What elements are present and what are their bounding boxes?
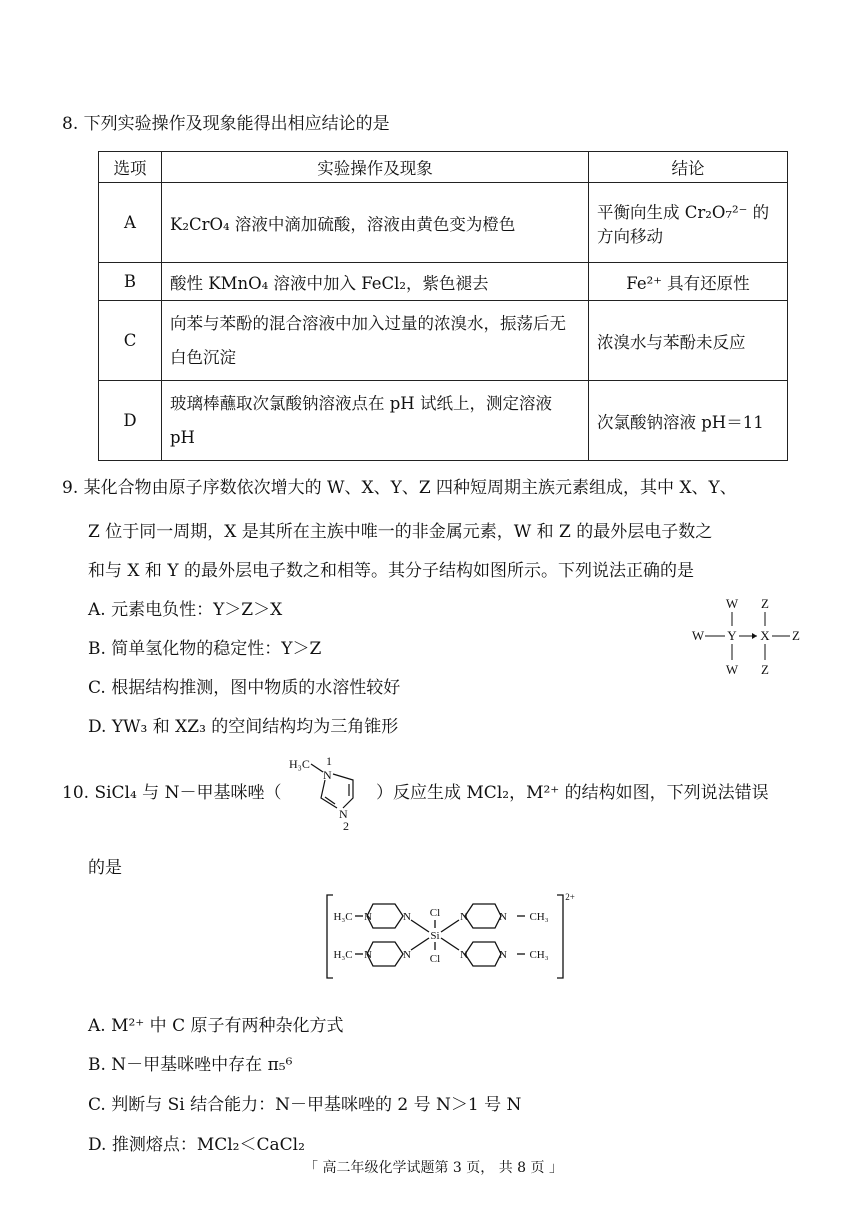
header-conclusion: 结论: [589, 152, 788, 183]
question-9-line-2: Z 位于同一周期，X 是其所在主族中唯一的非金属元素，W 和 Z 的最外层电子数之: [88, 522, 713, 542]
q10-option-c: C. 判断与 Si 结合能力：N－甲基咪唑的 2 号 N＞1 号 N: [88, 1095, 522, 1115]
struct-z-top: Z: [761, 596, 769, 611]
row-operation: 向苯与苯酚的混合溶液中加入过量的浓溴水，振荡后无白色沉淀: [162, 301, 589, 381]
imid-n1-label: N: [323, 768, 332, 782]
row-option: A: [99, 183, 162, 263]
complex-n-7: N: [460, 949, 468, 961]
complex-n-5: N: [364, 949, 372, 961]
imid-one-label: 1: [326, 754, 332, 768]
table-row: [99, 301, 788, 381]
complex-n-4: N: [499, 911, 507, 923]
row-operation: K₂CrO₄ 溶液中滴加硫酸，溶液由黄色变为橙色: [162, 183, 589, 263]
struct-z-bottom: Z: [761, 662, 769, 677]
struct-y-center: Y: [727, 628, 737, 643]
imid-n2-label: N: [339, 807, 348, 821]
q10-option-d: D. 推测熔点：MCl₂＜CaCl₂: [88, 1135, 305, 1155]
complex-ch3-bottom-right: CH₃: [529, 949, 549, 961]
n-methylimidazole-structure: [283, 752, 373, 832]
question-10-line-1-start: 10. SiCl₄ 与 N－甲基咪唑（: [62, 783, 282, 803]
complex-ch3-top-left: H₃C: [333, 911, 353, 923]
complex-ch3-top-right: CH₃: [529, 911, 549, 923]
q9-option-b: B. 简单氢化物的稳定性：Y＞Z: [88, 639, 322, 659]
struct-w-bottom: W: [725, 662, 739, 677]
q10-option-b: B. N－甲基咪唑中存在 π₅⁶: [88, 1055, 293, 1075]
q10-option-a: A. M²⁺ 中 C 原子有两种杂化方式: [88, 1016, 344, 1036]
row-conclusion: 次氯酸钠溶液 pH＝11: [589, 381, 788, 461]
struct-w-top: W: [725, 596, 739, 611]
struct-x-center: X: [760, 628, 770, 643]
row-operation: 玻璃棒蘸取次氯酸钠溶液点在 pH 试纸上，测定溶液 pH: [162, 381, 589, 461]
struct-w-left: W: [691, 628, 705, 643]
complex-n-2: N: [403, 911, 411, 923]
q9-option-a: A. 元素电负性：Y＞Z＞X: [88, 600, 283, 620]
complex-charge: 2+: [565, 892, 575, 902]
struct-z-right: Z: [792, 628, 800, 643]
table-row: [99, 183, 788, 263]
row-conclusion: 浓溴水与苯酚未反应: [589, 301, 788, 381]
page-footer: 「 高二年级化学试题第 3 页， 共 8 页 」: [304, 1160, 563, 1176]
imid-methyl-label: H₃C: [289, 757, 310, 771]
header-operation: 实验操作及现象: [162, 152, 589, 183]
row-conclusion: Fe²⁺ 具有还原性: [589, 263, 788, 301]
m2plus-complex-structure: [323, 890, 573, 985]
experiment-table: [98, 151, 788, 461]
complex-si: Si: [430, 930, 440, 942]
molecule-structure-diagram: [680, 592, 810, 682]
row-option: C: [99, 301, 162, 381]
table-row: [99, 263, 788, 301]
complex-n-8: N: [499, 949, 507, 961]
complex-ch3-bottom-left: H₃C: [333, 949, 353, 961]
complex-cl-bottom: Cl: [429, 953, 441, 965]
header-option: 选项: [99, 152, 162, 183]
row-option: D: [99, 381, 162, 461]
question-10-line-2: 的是: [88, 858, 122, 878]
q9-option-c: C. 根据结构推测，图中物质的水溶性较好: [88, 678, 401, 698]
q9-option-d: D. YW₃ 和 XZ₃ 的空间结构均为三角锥形: [88, 717, 399, 737]
row-option: B: [99, 263, 162, 301]
complex-n-3: N: [460, 911, 468, 923]
imid-two-label: 2: [343, 819, 349, 833]
question-10-line-1-end: ）反应生成 MCl₂，M²⁺ 的结构如图，下列说法错误: [376, 783, 769, 803]
complex-n-1: N: [364, 911, 372, 923]
question-9-line-3: 和与 X 和 Y 的最外层电子数之和相等。其分子结构如图所示。下列说法正确的是: [88, 561, 694, 581]
row-operation: 酸性 KMnO₄ 溶液中加入 FeCl₂，紫色褪去: [162, 263, 589, 301]
complex-cl-top: Cl: [429, 907, 441, 919]
table-header-row: [99, 152, 788, 183]
question-8-stem: 8. 下列实验操作及现象能得出相应结论的是: [62, 114, 390, 134]
complex-n-6: N: [403, 949, 411, 961]
table-row: [99, 381, 788, 461]
question-9-line-1: 9. 某化合物由原子序数依次增大的 W、X、Y、Z 四种短周期主族元素组成，其中 X、Y、: [62, 478, 737, 498]
row-conclusion: 平衡向生成 Cr₂O₇²⁻ 的方向移动: [589, 183, 788, 263]
